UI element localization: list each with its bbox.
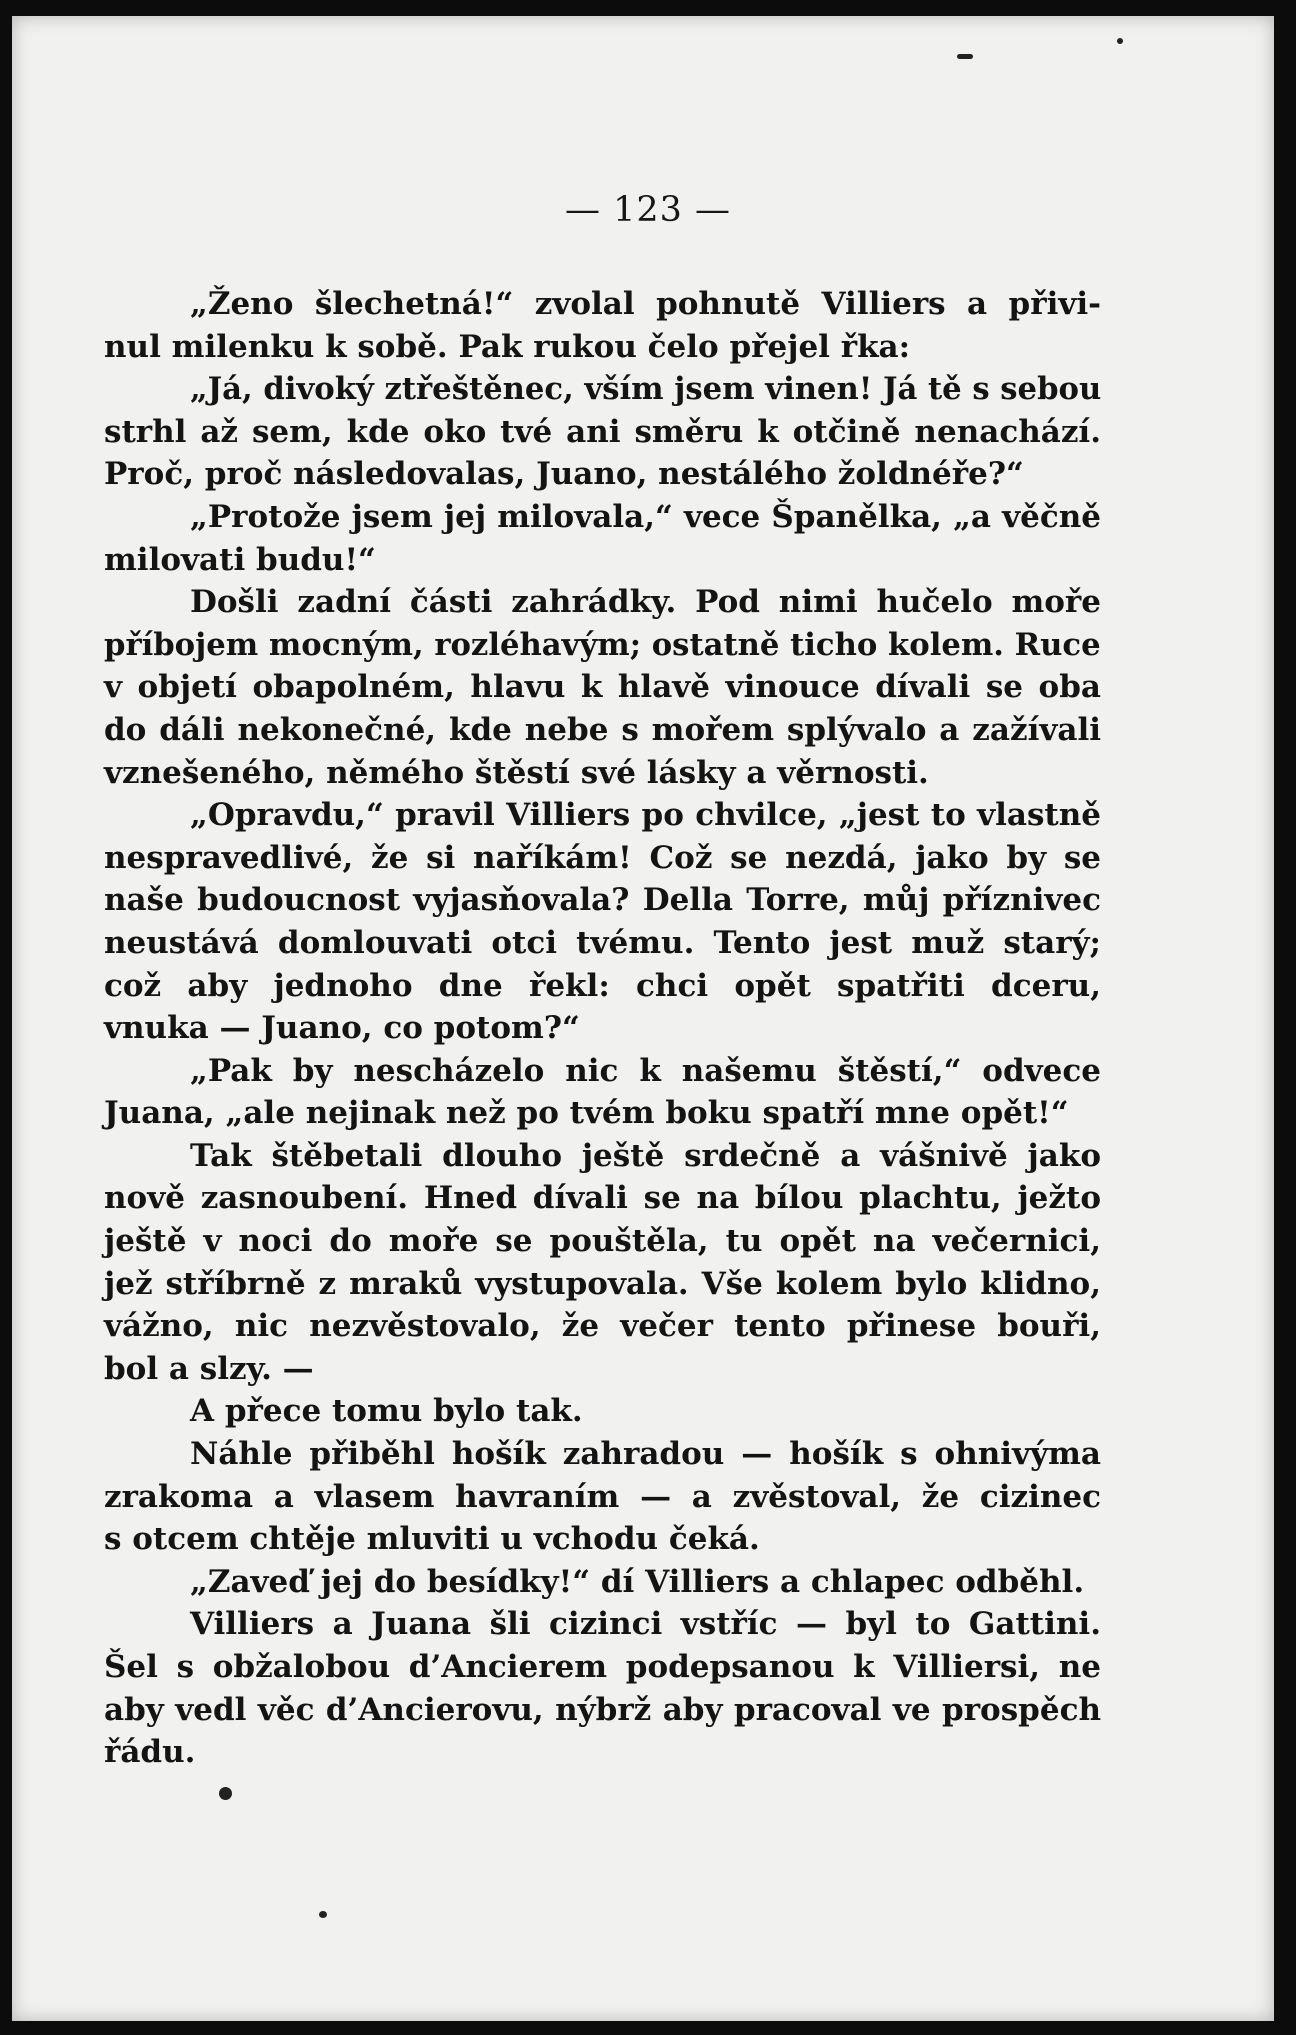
text-line: Šel s obžalobou d’Ancierem podepsanou k Villiersi, ne: [104, 1649, 1101, 1685]
text-line: nul milenku k sobě. Pak rukou čelo přejel řka:: [104, 328, 911, 365]
text-line: „Protože jsem jej milovala,“ vece Španělka, „a věčně: [190, 498, 1101, 535]
text-line: což aby jednoho dne řekl: chci opět spatřiti dceru,: [104, 967, 1101, 1004]
text-line: milovati budu!“: [104, 541, 376, 578]
text-line: Náhle přiběhl hošík zahradou — hošík s ohnivýma: [190, 1436, 1101, 1473]
text-line: aby vedl věc d’Ancierovu, nýbrž aby pracoval ve prospěch: [104, 1691, 1101, 1728]
text-line: vnuka — Juano, co potom?“: [104, 1010, 580, 1047]
text-line: bol a slzy. —: [104, 1350, 314, 1387]
text-line: Villiers a Juana šli cizinci vstříc — byl to Gattini.: [190, 1606, 1101, 1643]
text-line: v objetí obapolném, hlavu k hlavě vinouce dívali se oba: [104, 669, 1101, 706]
text-line: strhl až sem, kde oko tvé ani směru k otčině nenachází.: [104, 413, 1101, 450]
text-line: jež stříbrně z mraků vystupovala. Vše kolem bylo klidno,: [104, 1265, 1101, 1302]
text-line: Juana, „ale nejinak než po tvém boku spatří mne opět!“: [104, 1095, 1069, 1132]
text-line: Došli zadní části zahrádky. Pod nimi hučelo moře: [190, 584, 1101, 621]
text-line: „Já, divoký ztřeštěnec, vším jsem vinen! Já tě s sebou: [190, 371, 1102, 408]
text-line: nově zasnoubení. Hned dívali se na bílou plachtu, ježto: [104, 1180, 1101, 1217]
text-line: „Pak by nescházelo nic k našemu štěstí,“ odvece: [190, 1052, 1101, 1089]
text-line: Proč, proč následovalas, Juano, nestálého žoldnéře?“: [104, 456, 1024, 493]
text-line: vážno, nic nezvěstovalo, že večer tento přinese bouři,: [104, 1308, 1101, 1345]
ink-speck: [957, 54, 973, 59]
text-line: s otcem chtěje mluviti u vchodu čeká.: [104, 1521, 760, 1558]
text-line: neustává domlouvati otci tvému. Tento jest muž starý;: [104, 924, 1101, 961]
text-line: A přece tomu bylo tak.: [190, 1393, 583, 1430]
text-line: naše budoucnost vyjasňovala? Della Torre, můj příznivec: [104, 882, 1101, 919]
text-line: „Zaveď jej do besídky!“ dí Villiers a chlapec odběhl.: [190, 1563, 1085, 1600]
text-line: příbojem mocným, rozléhavým; ostatně ticho kolem. Ruce: [104, 626, 1101, 663]
text-line: Tak štěbetali dlouho ještě srdečně a vášnivě jako: [190, 1137, 1101, 1174]
text-line: vznešeného, němého štěstí své lásky a věrnosti.: [104, 754, 929, 791]
ink-speck: [1117, 38, 1123, 44]
page-number: — 123 —: [564, 190, 732, 230]
text-line: nespravedlivé, že si naříkám! Což se nezdá, jako by se: [104, 839, 1101, 876]
text-line: „Ženo šlechetná!“ zvolal pohnutě Villiers a přivi-: [190, 286, 1101, 322]
text-line: do dáli nekonečné, kde nebe s mořem splývalo a zažívali: [104, 711, 1101, 748]
body-text: [104, 283, 1101, 1774]
text-line: řádu.: [104, 1734, 196, 1771]
ink-speck: [319, 1911, 327, 1918]
text-line: „Opravdu,“ pravil Villiers po chvilce, „jest to vlastně: [190, 797, 1101, 834]
text-line: ještě v noci do moře se pouštěla, tu opět na večernici,: [104, 1223, 1101, 1260]
text-line: zrakoma a vlasem havraním — a zvěstoval, že cizinec: [104, 1478, 1101, 1515]
ink-speck: [219, 1787, 232, 1800]
